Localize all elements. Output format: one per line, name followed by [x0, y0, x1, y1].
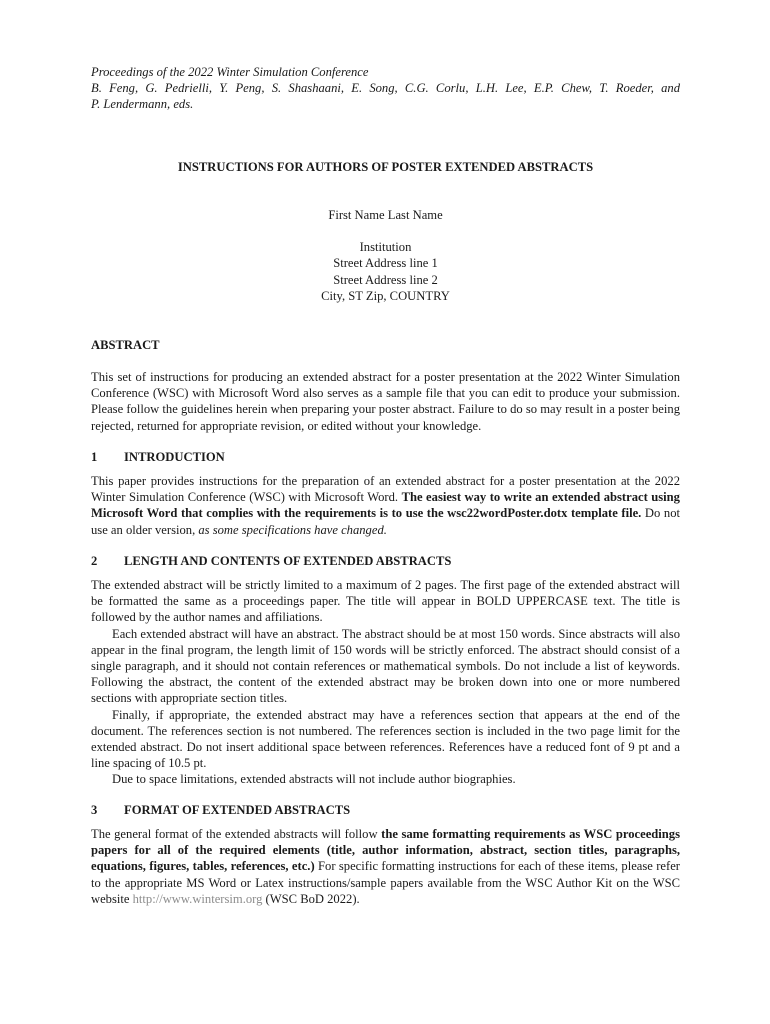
- proceedings-line-2: B. Feng, G. Pedrielli, Y. Peng, S. Shashaani, E. Song, C.G. Corlu, L.H. Lee, E.P. Chew, T. Roeder, and: [91, 81, 680, 96]
- section-3-text-bold: the same formatting requirements as WSC proceedings papers for all of the required elements (title, author information, abstract, section titles, paragraphs, equations, figures, tables, references, etc.): [91, 827, 681, 874]
- section-1-heading: [91, 449, 225, 465]
- section-2-number: 2: [91, 554, 98, 568]
- section-1-number: 1: [91, 450, 98, 464]
- author-institution: Institution: [359, 240, 412, 255]
- section-3-text-end: (WSC BoD 2022).: [262, 891, 360, 906]
- proceedings-line-1: Proceedings of the 2022 Winter Simulation Conference: [91, 65, 369, 79]
- author-address-1: Street Address line 1: [333, 256, 438, 271]
- abstract-heading: ABSTRACT: [91, 338, 160, 352]
- proceedings-line-3: P. Lendermann, eds.: [91, 97, 194, 112]
- section-3-text-plain: The general format of the extended abstracts will follow: [91, 827, 382, 841]
- author-address-2: Street Address line 2: [333, 272, 438, 287]
- section-3-heading: [91, 802, 350, 818]
- section-3-number: 3: [91, 803, 98, 817]
- section-3-text: [91, 826, 680, 907]
- section-2-heading: [91, 553, 451, 569]
- author-city: City, ST Zip, COUNTRY: [321, 288, 450, 303]
- section-2-title: LENGTH AND CONTENTS OF EXTENDED ABSTRACTS: [124, 554, 452, 568]
- author-block: [91, 207, 680, 304]
- wintersim-link[interactable]: http://www.wintersim.org: [132, 891, 263, 906]
- paper-page: [91, 64, 681, 906]
- proceedings-header: [91, 64, 680, 113]
- section-1-text-bold: The easiest way to write an extended abstract using Microsoft Word that complies with the requirements is to use the wsc22wordPoster.dotx template file.: [91, 490, 680, 521]
- section-3-title: FORMAT OF EXTENDED ABSTRACTS: [124, 803, 351, 817]
- section-1-text: [91, 473, 680, 538]
- section-2-paragraph-1: The extended abstract will be strictly limited to a maximum of 2 pages. The first page of the extended abstract will be formatted the same as a proceedings paper. The title will appear in BOLD UPPERCASE text. The title is followed by the author names and affiliations.: [91, 578, 680, 625]
- section-2-paragraph-4: Due to space limitations, extended abstracts will not include author biographies.: [112, 772, 516, 787]
- section-1-text-after: Do not use an older version,: [91, 506, 680, 537]
- author-name: First Name Last Name: [328, 208, 443, 222]
- section-1-text-plain: This paper provides instructions for the preparation of an extended abstract for a poster presentation at the 2022 Winter Simulation Conference (WSC) with Microsoft Word.: [91, 474, 680, 505]
- section-1-title: INTRODUCTION: [124, 450, 225, 464]
- section-2-paragraph-3: Finally, if appropriate, the extended abstract may have a references section that appears at the end of the document. The references section is not numbered. The references section is included in the two page limit for the extended abstract. Do not insert additional space between references. References have a reduced font of 9 pt and a line spacing of 10.5 pt.: [91, 707, 680, 771]
- abstract-text: This set of instructions for producing an extended abstract for a poster presentation at the 2022 Winter Simulation Conference (WSC) with Microsoft Word also serves as a sample file that you can edit to produce your submission. Please follow the guidelines herein when preparing your poster abstract. Failure to do so may result in a poster being rejected, returned for appropriate revision, or edited without your knowledge.: [91, 370, 680, 433]
- section-1-text-italic: as some specifications have changed.: [198, 522, 387, 537]
- section-3-text-after: For specific formatting instructions for each of these items, please refer to the appropriate MS Word or Latex instructions/sample papers available from the WSC Author Kit on the WSC website: [91, 859, 680, 906]
- section-2-body: [91, 577, 680, 788]
- paper-title: INSTRUCTIONS FOR AUTHORS OF POSTER EXTENDED ABSTRACTS: [177, 160, 594, 174]
- section-2-paragraph-2: Each extended abstract will have an abstract. The abstract should be at most 150 words. Since abstracts will also appear in the final program, the length limit of 150 words will be strictly enforced. The abstract should consist of a single paragraph, and it should not contain references or mathematical symbols. Do not include a list of keywords. Following the abstract, the content of the extended abstract may be broken down into one or more numbered sections with appropriate section titles.: [91, 626, 680, 706]
